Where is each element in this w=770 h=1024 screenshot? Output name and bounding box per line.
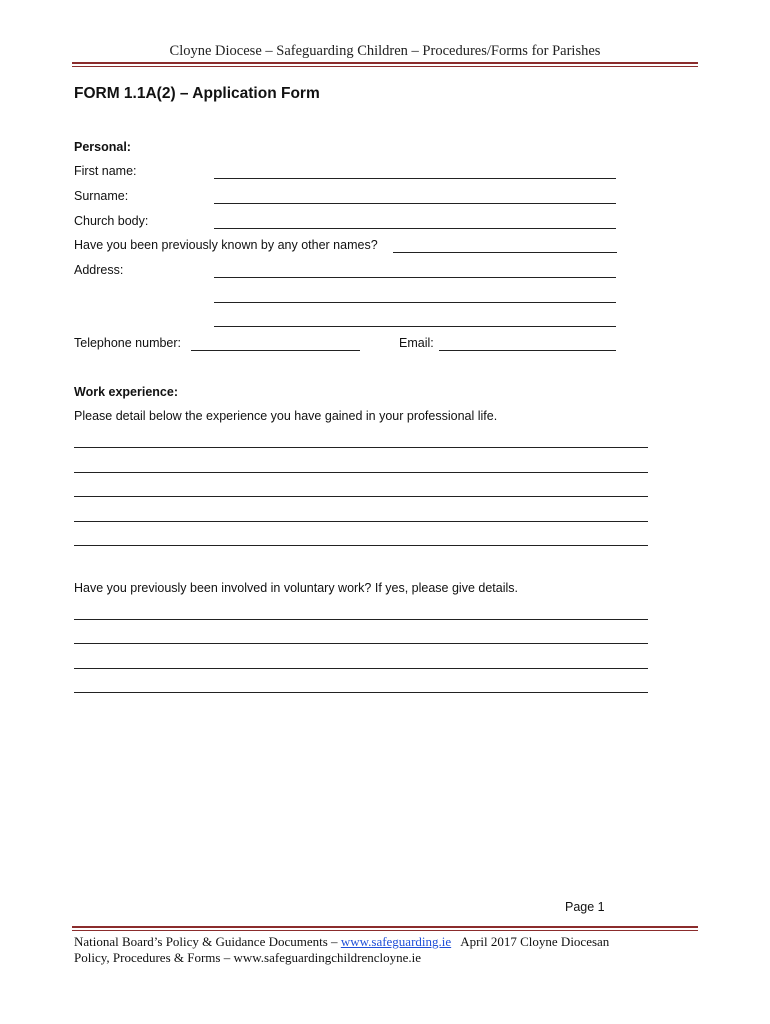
other-names-label: Have you been previously known by any other names?: [74, 238, 378, 252]
voluntary-work-line-1[interactable]: [74, 619, 648, 620]
footer-line-1: [74, 934, 609, 950]
personal-heading: Personal:: [74, 140, 131, 154]
email-field[interactable]: [439, 350, 616, 351]
safeguarding-link[interactable]: www.safeguarding.ie: [340, 934, 452, 949]
voluntary-work-line-3[interactable]: [74, 668, 648, 669]
first-name-field[interactable]: [214, 178, 616, 179]
header-rule: [72, 62, 698, 64]
telephone-field[interactable]: [191, 350, 360, 351]
other-names-field[interactable]: [393, 252, 617, 253]
address-field-line-1[interactable]: [214, 277, 616, 278]
work-experience-heading: Work experience:: [74, 385, 178, 399]
address-field-line-2[interactable]: [214, 302, 616, 303]
surname-label: Surname:: [74, 189, 129, 203]
work-experience-line-2[interactable]: [74, 472, 648, 473]
work-experience-line-5[interactable]: [74, 545, 648, 546]
church-body-field[interactable]: [214, 228, 616, 229]
footer-line-2: Policy, Procedures & Forms – www.safeguardingchildrencloyne.ie: [74, 950, 422, 965]
footer-rule: [72, 926, 698, 928]
voluntary-work-line-4[interactable]: [74, 692, 648, 693]
address-label: Address:: [74, 263, 124, 277]
form-title: FORM 1.1A(2) – Application Form: [74, 85, 320, 102]
page-number: Page 1: [565, 900, 605, 914]
voluntary-work-line-2[interactable]: [74, 643, 648, 644]
church-body-label: Church body:: [74, 214, 149, 228]
page-header: Cloyne Diocese – Safeguarding Children – Procedures/Forms for Parishes: [169, 43, 601, 59]
work-experience-prompt: Please detail below the experience you have gained in your professional life.: [74, 409, 498, 423]
work-experience-line-4[interactable]: [74, 521, 648, 522]
header-rule-thin: [72, 66, 698, 67]
telephone-label: Telephone number:: [74, 336, 182, 350]
footer-text-suffix: April 2017 Cloyne Diocesan: [451, 934, 610, 949]
first-name-label: First name:: [74, 164, 137, 178]
surname-field[interactable]: [214, 203, 616, 204]
email-label: Email:: [399, 336, 434, 350]
address-field-line-3[interactable]: [214, 326, 616, 327]
voluntary-work-prompt: Have you previously been involved in voluntary work? If yes, please give details.: [74, 581, 518, 595]
footer-rule-thin: [72, 930, 698, 931]
work-experience-line-3[interactable]: [74, 496, 648, 497]
footer-text-prefix: National Board’s Policy & Guidance Documents –: [74, 934, 341, 949]
work-experience-line-1[interactable]: [74, 447, 648, 448]
